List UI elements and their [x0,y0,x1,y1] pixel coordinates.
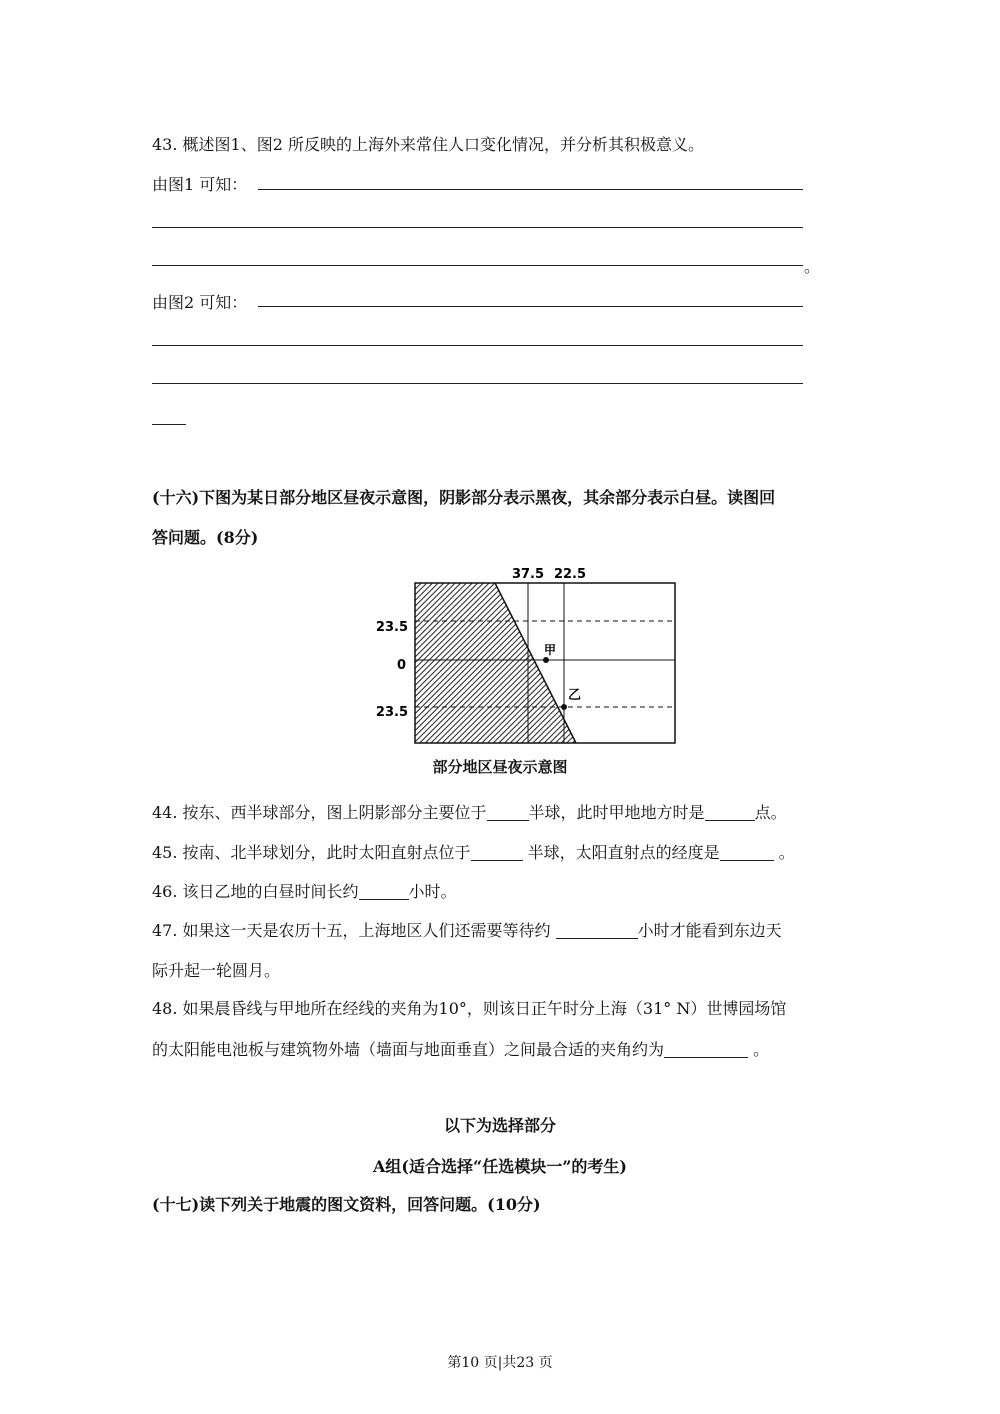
section16-heading-line2: 答问题。(8分) [152,528,259,547]
q46-blank[interactable] [359,883,409,900]
page-number: 第10 页|共23 页 [447,1355,553,1371]
q47-blank[interactable] [556,922,638,939]
answer-line [258,189,803,190]
top-label-37-5: 37.5 [511,567,545,582]
optional-section-title: 以下为选择部分 [443,1116,556,1135]
q44-blank-2[interactable] [705,804,755,821]
q44-blank-1[interactable] [487,804,529,821]
left-label-0: 0 [396,658,406,673]
point-jia-label: 甲 [544,643,557,657]
q48-line1: 48. 如果晨昏线与甲地所在经线的夹角为10°，则该日正午时分上海（31° N）世博园场馆 [152,999,787,1018]
q43-prompt: 43. 概述图1、图2 所反映的上海外来常住人口变化情况，并分析其积极意义。 [152,135,704,154]
q45: 45. 按南、北半球划分，此时太阳直射点位于 半球，太阳直射点的经度是 。 [152,843,795,862]
left-label-north-23-5: 23.5 [375,620,408,635]
answer-line [152,227,803,228]
figure-caption: 部分地区昼夜示意图 [432,758,568,776]
q48-blank[interactable] [664,1041,748,1058]
q43-fig1-label: 由图1 可知： [152,175,248,194]
point-yi-marker [561,704,567,710]
left-label-south-23-5: 23.5 [375,705,408,720]
section17-heading: (十七)读下列关于地震的图文资料，回答问题。(10分) [152,1195,541,1214]
top-label-22-5: 22.5 [553,567,587,582]
q44: 44. 按东、西半球部分，图上阴影部分主要位于 半球，此时甲地地方时是 点。 [152,803,787,822]
point-jia-marker [543,657,549,663]
answer-line [152,345,803,346]
q43-fig2-label: 由图2 可知： [152,293,248,312]
q45-blank-2[interactable] [720,844,774,861]
q48-line2: 的太阳能电池板与建筑物外墙（墙面与地面垂直）之间最合适的夹角约为 。 [152,1040,770,1059]
answer-line [152,265,803,266]
q47-line2: 际升起一轮圆月。 [152,961,281,980]
answer-line [152,383,803,384]
answer-line [152,424,186,425]
section16-heading-line1: (十六)下图为某日部分地区昼夜示意图，阴影部分表示黑夜，其余部分表示白昼。读图回 [152,488,776,507]
point-yi-label: 乙 [568,688,582,703]
day-night-diagram [370,560,690,780]
night-region [415,583,576,743]
answer-line [258,306,803,307]
q46: 46. 该日乙地的白昼时间长约 小时。 [152,882,457,901]
q47-line1: 47. 如果这一天是农历十五，上海地区人们还需要等待约 小时才能看到东边天 [152,921,782,940]
q43-period: 。 [804,257,821,276]
q45-blank-1[interactable] [471,844,523,861]
group-a-title: A组(适合选择“任选模块一”的考生) [373,1157,627,1176]
